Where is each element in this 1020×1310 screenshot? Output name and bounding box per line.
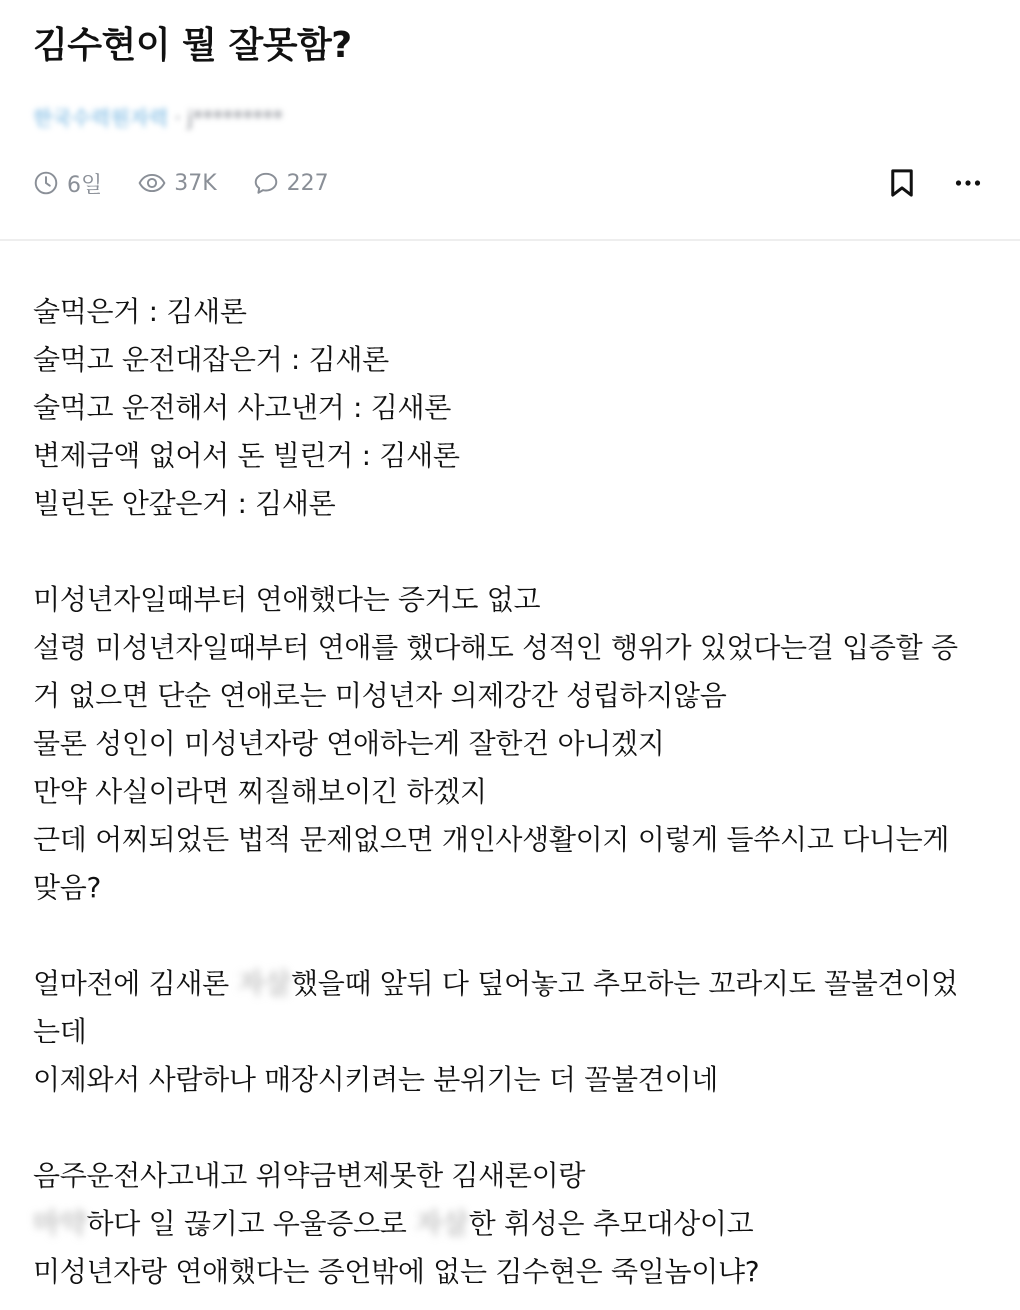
body-line: 거 없으면 단순 연애로는 미성년자 의제강간 성립하지않음 xyxy=(33,679,727,712)
post-views xyxy=(138,170,216,196)
author-separator: · xyxy=(168,106,188,130)
body-line: 술먹고 운전대잡은거 : 김새론 xyxy=(33,343,389,376)
body-line: 술먹은거 : 김새론 xyxy=(33,295,247,328)
eye-icon xyxy=(138,170,166,196)
body-line: 는데 xyxy=(33,1015,87,1048)
post-actions xyxy=(882,164,988,202)
more-dots-icon xyxy=(955,179,981,187)
post-body xyxy=(33,288,983,1296)
author-id[interactable]: j********* xyxy=(187,106,283,130)
bookmark-button[interactable] xyxy=(882,164,922,202)
body-line: 이제와서 사람하나 매장시키려는 분위기는 더 꼴불견이네 xyxy=(33,1063,718,1096)
header-divider xyxy=(0,239,1020,241)
body-line: 미성년자랑 연애했다는 증언밖에 없는 김수현은 죽일놈이냐? xyxy=(33,1255,760,1288)
body-line: 만약 사실이라면 찌질해보이긴 하겠지 xyxy=(33,775,487,808)
bookmark-icon xyxy=(889,168,915,198)
body-line xyxy=(33,960,983,1008)
body-text: 얼마전에 김새론 xyxy=(33,967,238,1000)
paragraph-gap xyxy=(33,1104,983,1152)
body-line: 변제금액 없어서 돈 빌린거 : 김새론 xyxy=(33,439,460,472)
body-line: 설령 미성년자일때부터 연애를 했다해도 성적인 행위가 있었다는걸 입증할 증 xyxy=(33,631,958,664)
more-button[interactable] xyxy=(948,164,988,202)
body-line: 맞음? xyxy=(33,871,102,904)
body-line xyxy=(33,1200,983,1248)
comment-icon xyxy=(253,170,279,196)
body-text: 했을때 앞뒤 다 덮어놓고 추모하는 꼬라지도 꼴불견이었 xyxy=(290,967,958,1000)
body-line: 음주운전사고내고 위약금변제못한 김새론이랑 xyxy=(33,1159,586,1192)
censored-word: 자살 xyxy=(237,967,291,1000)
post-title: 김수현이 뭘 잘못함? xyxy=(33,25,352,66)
post-comments[interactable] xyxy=(253,170,329,196)
body-line: 빌린돈 안갚은거 : 김새론 xyxy=(33,487,336,520)
body-line: 술먹고 운전해서 사고낸거 : 김새론 xyxy=(33,391,452,424)
censored-word: 마약 xyxy=(33,1207,87,1240)
post-meta xyxy=(33,164,365,202)
body-line: 미성년자일때부터 연애했다는 증거도 없고 xyxy=(33,583,541,616)
author-company[interactable]: 한국수력원자력 xyxy=(33,106,169,130)
body-line: 근데 어찌되었든 법적 문제없으면 개인사생활이지 이렇게 들쑤시고 다니는게 xyxy=(33,823,950,856)
author-info[interactable] xyxy=(33,104,283,132)
paragraph-gap xyxy=(33,528,983,576)
post-time xyxy=(33,168,102,199)
clock-icon xyxy=(33,170,59,196)
body-text: 하다 일 끊기고 우울증으로 xyxy=(86,1207,416,1240)
post-views-value: 37K xyxy=(174,170,217,196)
post-comments-value: 227 xyxy=(286,170,329,196)
paragraph-gap xyxy=(33,912,983,960)
post-time-value: 6일 xyxy=(67,172,103,198)
censored-word: 자살 xyxy=(415,1207,469,1240)
body-line: 물론 성인이 미성년자랑 연애하는게 잘한건 아니겠지 xyxy=(33,727,665,760)
body-text: 한 휘성은 추모대상이고 xyxy=(468,1207,754,1240)
